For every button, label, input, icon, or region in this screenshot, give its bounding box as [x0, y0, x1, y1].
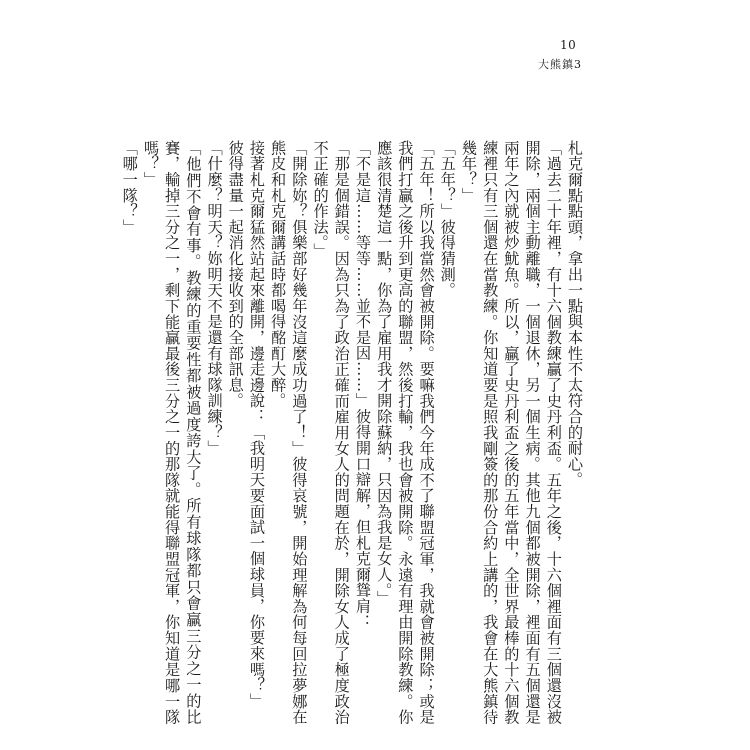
running-header: 大熊鎮3: [538, 58, 582, 71]
paragraph: 「開除妳？俱樂部好幾年沒這麼成功過了！」彼得哀號，開始理解為何每回拉夢娜在熊皮和札克爾講話時都喝得酩酊大醉。: [269, 140, 309, 725]
paragraph: 彼得盡量一起消化接收到的全部訊息。: [226, 140, 245, 409]
paragraph: 「他們不會有事。教練的重要性都被過度誇大了。所有球隊都只會贏三分之一的比賽，輸掉三分之一，剩下能贏最後三分之一的那隊就能得聯盟冠軍，你知道是哪一隊嗎？」: [141, 140, 203, 725]
paragraph: 「那是個錯誤。因為只為了政治正確而雇用女人的問題在於，開除女人成了極度政治不正確的作法。」: [311, 140, 351, 725]
paragraph: 「五年！所以我當然會被開除。要嘛我們今年成不了聯盟冠軍，我就會被開除；或是我們打贏之後升到更高的聯盟，然後打輸，我也會被開除。永遠有理由開除教練。你應該很清楚這一點，你為了雇用我才開除蘇納，只因為我是女人。」: [375, 140, 436, 725]
paragraph: 「哪一隊？」: [120, 140, 139, 235]
paragraph: 接著札克爾猛然站起來離開，邊走邊說：「我明天要面試一個球員，你要來嗎？」: [247, 140, 266, 709]
body-text: [120, 140, 585, 725]
paragraph: 「過去二十年裡，有十六個教練贏了史丹利盃。五年之後，十六個裡面有三個還沒被開除，兩個主動離職，一個退休，另一個生病。其他九個都被開除，裡面有五個還是兩年之內就被炒魷魚。所以，贏了史丹利盃之後的五年當中，全世界最棒的十六個教練裡只有三個還在當教練。你知道要是照我剛簽的那份合約上講的，我會在大熊鎮待幾年？」: [459, 140, 563, 725]
paragraph: 「五年？」彼得猜測。: [438, 140, 457, 298]
paragraph: 「不是這……等等……並不是因……」彼得開口辯解，但札克爾聳肩：: [353, 140, 372, 630]
paragraph: 「什麼？明天？妳明天不是還有球隊訓練？」: [205, 140, 224, 456]
paragraph: 札克爾點點頭，拿出一點與本性不太符合的耐心。: [566, 140, 584, 488]
page-number: 10: [560, 38, 577, 52]
